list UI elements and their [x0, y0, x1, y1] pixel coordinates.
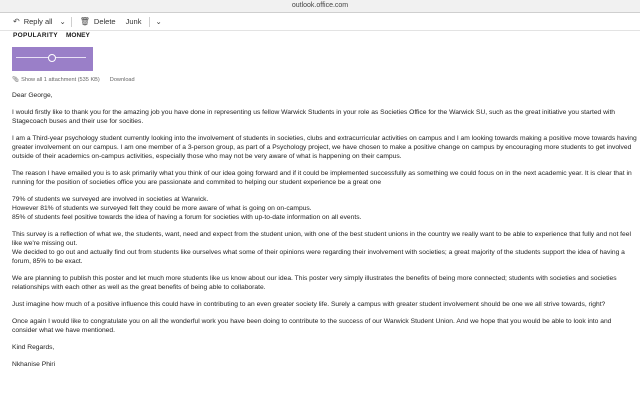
poster-banner[interactable]	[12, 30, 92, 72]
email-paragraph: We are planning to publish this poster and let much more students like us know about our idea. This poster very simply illustrates the benefits of being more connected; students with societies and societies relationships with each other as well as the great benefits of being able to collaborate.	[12, 275, 617, 291]
attachment-bar	[12, 75, 637, 85]
stat-line: 85% of students feel positive towards the idea of having a forum for societies with up-to-date information on all events.	[12, 214, 362, 221]
junk-options-dropdown[interactable]	[153, 13, 163, 30]
paragraph-line: This survey is a reflection of what we, the students, want, need and expect from the student union, with one of the best student unions in the country we really want to be able to experience that fully and not feel like we're missing out.	[12, 231, 631, 247]
paragraph-line: We decided to go out and actually find out from students like ourselves what some of their opinions were regarding their involvement with societies; a great majority of the students support the idea of having a forum, 85% to be exact.	[12, 249, 625, 265]
reply-options-dropdown[interactable]	[57, 13, 67, 30]
chevron-down-icon: ⌄	[155, 17, 162, 26]
email-paragraph: Once again I would like to congratulate you on all the wonderful work you have been doing to contribute to the success of our Warwick Student Union. And we hope that you would be able to look into and consider what we have mentioned.	[12, 318, 612, 334]
address-bar[interactable]	[0, 0, 640, 13]
url-text: outlook.office.com	[291, 2, 349, 9]
banner-slider-knob	[48, 54, 56, 62]
email-signature: Nkhanise Phiri	[12, 361, 56, 368]
email-paragraph	[12, 230, 637, 266]
show-all-attachments-link[interactable]	[12, 77, 100, 83]
delete-button[interactable]	[75, 13, 121, 30]
message-toolbar	[0, 13, 640, 31]
toolbar-divider	[71, 17, 72, 27]
email-paragraph: I would firstly like to thank you for the amazing job you have done in representing us fellow Warwick Students in your role as Societies Office for the Warwick SU, such as the great initiative you started with Stagecoach buses and their use for socities.	[12, 109, 616, 125]
show-all-attachments-label: Show all 1 attachment (535 KB)	[21, 77, 100, 83]
stat-line: However 81% of students we surveyed felt they could be more aware of what is going on on-campus.	[12, 205, 312, 212]
survey-stats	[12, 195, 637, 222]
junk-button[interactable]	[121, 13, 147, 30]
stat-line: 79% of students we surveyed are involved in societies at Warwick.	[12, 196, 209, 203]
paperclip-icon: 📎︎	[12, 77, 20, 83]
email-greeting: Dear George,	[12, 92, 53, 99]
toolbar-divider	[149, 17, 150, 27]
reply-all-icon: ↶	[13, 17, 20, 26]
junk-label: Junk	[125, 17, 142, 26]
email-body	[12, 91, 637, 369]
chevron-down-icon: ⌄	[59, 17, 66, 26]
email-signoff: Kind Regards,	[12, 344, 55, 351]
email-paragraph: The reason I have emailed you is to ask primarily what you think of our idea going forward and if it could be implemented successfully as something we could focus on in the next academic year. It is clear that in running for the position of societies office you are passionate and commited to helping our student experience be a great one	[12, 170, 632, 186]
trash-icon: 🗑︎	[79, 17, 90, 26]
reply-all-label: Reply all	[23, 17, 53, 26]
message-content	[12, 30, 637, 377]
delete-label: Delete	[93, 17, 116, 26]
email-paragraph: Just imagine how much of a positive influence this could have in contributing to an even greater society life. Surely a campus with greater student involvement should be one we all strive towards, right?	[12, 301, 606, 308]
banner-money-text: MONEY	[66, 32, 90, 39]
reply-all-button[interactable]	[8, 13, 57, 30]
banner-popularity-text: POPULARITY	[13, 32, 58, 39]
banner-image	[12, 47, 93, 71]
download-link[interactable]: Download	[109, 77, 135, 83]
email-paragraph: I am a Third-year psychology student currently looking into the involvement of students in societies, clubs and extracurricular activities on campus and I am looking towards making a positive move towards having greater involvement on our campus. I am one member of a 3-person group, as part of a Psychology project, we have chosen to make a positive change on campus by encouraging more students to get involved outside of their academics on-campus activities, especially those who may not be very aware of what is happening on their campus.	[12, 135, 637, 160]
